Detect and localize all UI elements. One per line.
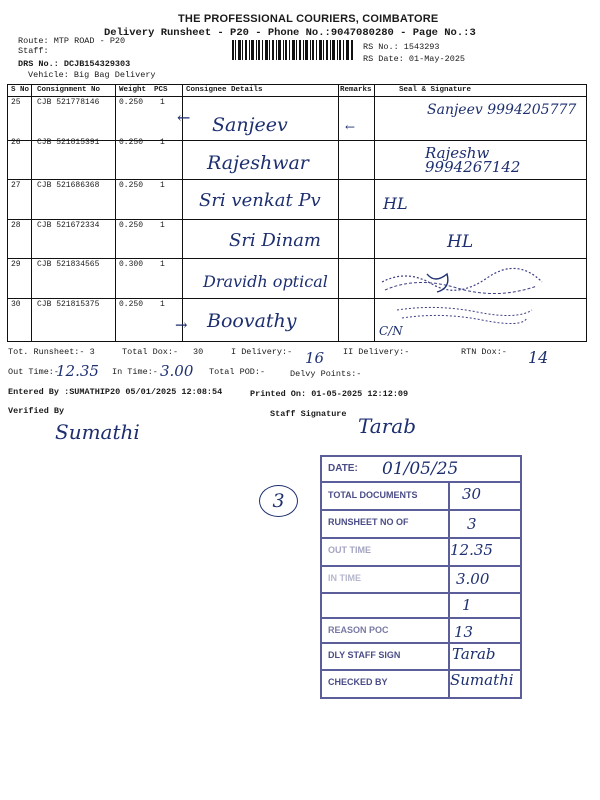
- rtn-dox-hand: 14: [528, 348, 549, 367]
- rtn-dox-label: RTN Dox:-: [461, 347, 507, 357]
- total-dox-value: 30: [193, 347, 204, 357]
- row-consignee-hand: Sri Dinam: [229, 230, 321, 251]
- row-consignment: CJB 521672334: [37, 221, 100, 230]
- row-consignee-hand: Dravidh optical: [203, 272, 328, 291]
- row-remarks-hand: HL: [447, 232, 474, 252]
- stamp-label: RUNSHEET NO OF: [328, 517, 409, 527]
- row-consignee-hand: Rajeshwar: [207, 152, 309, 174]
- row-consignment: CJB 521815375: [37, 300, 100, 309]
- circled-page-mark: 3: [259, 485, 298, 517]
- row-pcs: 1: [160, 98, 165, 107]
- barcode-image: [232, 40, 354, 65]
- document-title: THE PROFESSIONAL COURIERS, COIMBATORE: [178, 13, 439, 25]
- row-sno: 25: [11, 98, 21, 107]
- stamp-value: 13: [454, 623, 474, 641]
- row-consignee-hand: Sri venkat Pv: [199, 190, 321, 211]
- row-consignment: CJB 521778146: [37, 98, 100, 107]
- stamp-label: IN TIME: [328, 573, 361, 583]
- stamp-value: 3: [467, 515, 477, 533]
- row-pcs: 1: [160, 138, 165, 147]
- runsheet-subtitle: Delivery Runsheet - P20 - Phone No.:9047080280 - Page No.:3: [104, 27, 476, 39]
- staff-label: Staff:: [18, 46, 49, 56]
- row-consignment: CJB 521815391: [37, 138, 100, 147]
- stamp-label: CHECKED BY: [328, 677, 388, 687]
- out-time-label: Out Time:-: [8, 367, 60, 377]
- stamp-label: DLY STAFF SIGN: [328, 650, 401, 660]
- ii-delivery-label: II Delivery:-: [343, 347, 410, 357]
- col-header-pcs: PCS: [154, 86, 168, 94]
- row-pcs: 1: [160, 221, 165, 230]
- in-time-label: In Time:-: [112, 367, 158, 377]
- rs-date: RS Date: 01-May-2025: [363, 54, 466, 64]
- row-remarks-hand: HL: [383, 194, 408, 213]
- runsheet-table: [7, 84, 587, 342]
- seal-stamp-mark: [387, 302, 537, 328]
- stamp-label: OUT TIME: [328, 545, 371, 555]
- col-header-seal: Seal & Signature: [399, 86, 472, 94]
- stamp-value: Tarab: [452, 645, 496, 663]
- row-sno: 30: [11, 300, 21, 309]
- route-label: Route: MTP ROAD - P20: [18, 36, 126, 46]
- i-delivery-label: I Delivery:-: [231, 347, 293, 357]
- col-header-remarks: Remarks: [340, 86, 372, 94]
- staff-signature: Tarab: [358, 414, 416, 438]
- row-weight: 0.250: [119, 300, 144, 309]
- total-dox-label: Total Dox:-: [122, 347, 179, 357]
- row-weight: 0.250: [119, 181, 144, 190]
- stamp-value: 1: [462, 596, 472, 614]
- tot-runsheet: Tot. Runsheet:- 3: [8, 347, 95, 357]
- row-sno: 29: [11, 260, 21, 269]
- row-seal-hand: Sanjeev 9994205777: [427, 102, 577, 118]
- row-pcs: 1: [160, 181, 165, 190]
- row-sno: 26: [11, 138, 21, 147]
- drs-number: DRS No.: DCJB154329303: [18, 59, 131, 69]
- stamp-value: 30: [462, 485, 482, 503]
- vehicle-label: Vehicle: Big Bag Delivery: [28, 70, 156, 80]
- staff-signature-label: Staff Signature: [270, 409, 347, 419]
- row-consignment: CJB 521834565: [37, 260, 100, 269]
- arrow-mark: ←: [345, 120, 356, 134]
- row-consignee-hand: Boovathy: [207, 310, 297, 332]
- row-weight: 0.250: [119, 98, 144, 107]
- rs-number: RS No.: 1543293: [363, 42, 440, 52]
- i-delivery-hand: 16: [305, 349, 325, 367]
- col-header-weight: Weight: [119, 86, 147, 94]
- col-header-consignment: Consignment No: [37, 86, 101, 94]
- seal-stamp-mark: [377, 264, 547, 296]
- arrow-mark: ←: [177, 108, 191, 127]
- arrow-mark: →: [175, 316, 188, 334]
- delivery-stamp: [320, 455, 522, 699]
- row-pcs: 1: [160, 300, 165, 309]
- out-time-hand: 12.35: [56, 362, 99, 380]
- row-weight: 0.250: [119, 221, 144, 230]
- col-header-consignee: Consignee Details: [186, 86, 263, 94]
- verified-by-label: Verified By: [8, 406, 65, 416]
- row-sno: 27: [11, 181, 21, 190]
- row-consignment: CJB 521686368: [37, 181, 100, 190]
- stamp-value: 12.35: [450, 541, 493, 559]
- col-header-sno: S No: [11, 86, 30, 94]
- printed-on: Printed On: 01-05-2025 12:12:09: [250, 389, 409, 399]
- row-consignee-hand: Sanjeev: [212, 114, 288, 136]
- stamp-value: Sumathi: [450, 671, 514, 689]
- total-pod-label: Total POD:-: [209, 367, 266, 377]
- row-pcs: 1: [160, 260, 165, 269]
- stamp-value: 3.00: [456, 570, 490, 588]
- row-remarks-hand: C/N: [379, 324, 403, 338]
- row-weight: 0.300: [119, 260, 144, 269]
- stamp-label: REASON POC: [328, 625, 389, 635]
- stamp-date-label: DATE:: [328, 463, 358, 474]
- entered-by: Entered By :SUMATHIP20 05/01/2025 12:08:54: [8, 387, 223, 397]
- in-time-hand: 3.00: [160, 362, 194, 380]
- delvy-points-label: Delvy Points:-: [290, 369, 362, 379]
- row-weight: 0.250: [119, 138, 144, 147]
- verified-by-signature: Sumathi: [55, 420, 140, 444]
- row-sno: 28: [11, 221, 21, 230]
- row-seal-hand: Rajeshw 9994267142: [425, 144, 521, 176]
- stamp-date-value: 01/05/25: [382, 459, 459, 479]
- stamp-label: TOTAL DOCUMENTS: [328, 490, 418, 500]
